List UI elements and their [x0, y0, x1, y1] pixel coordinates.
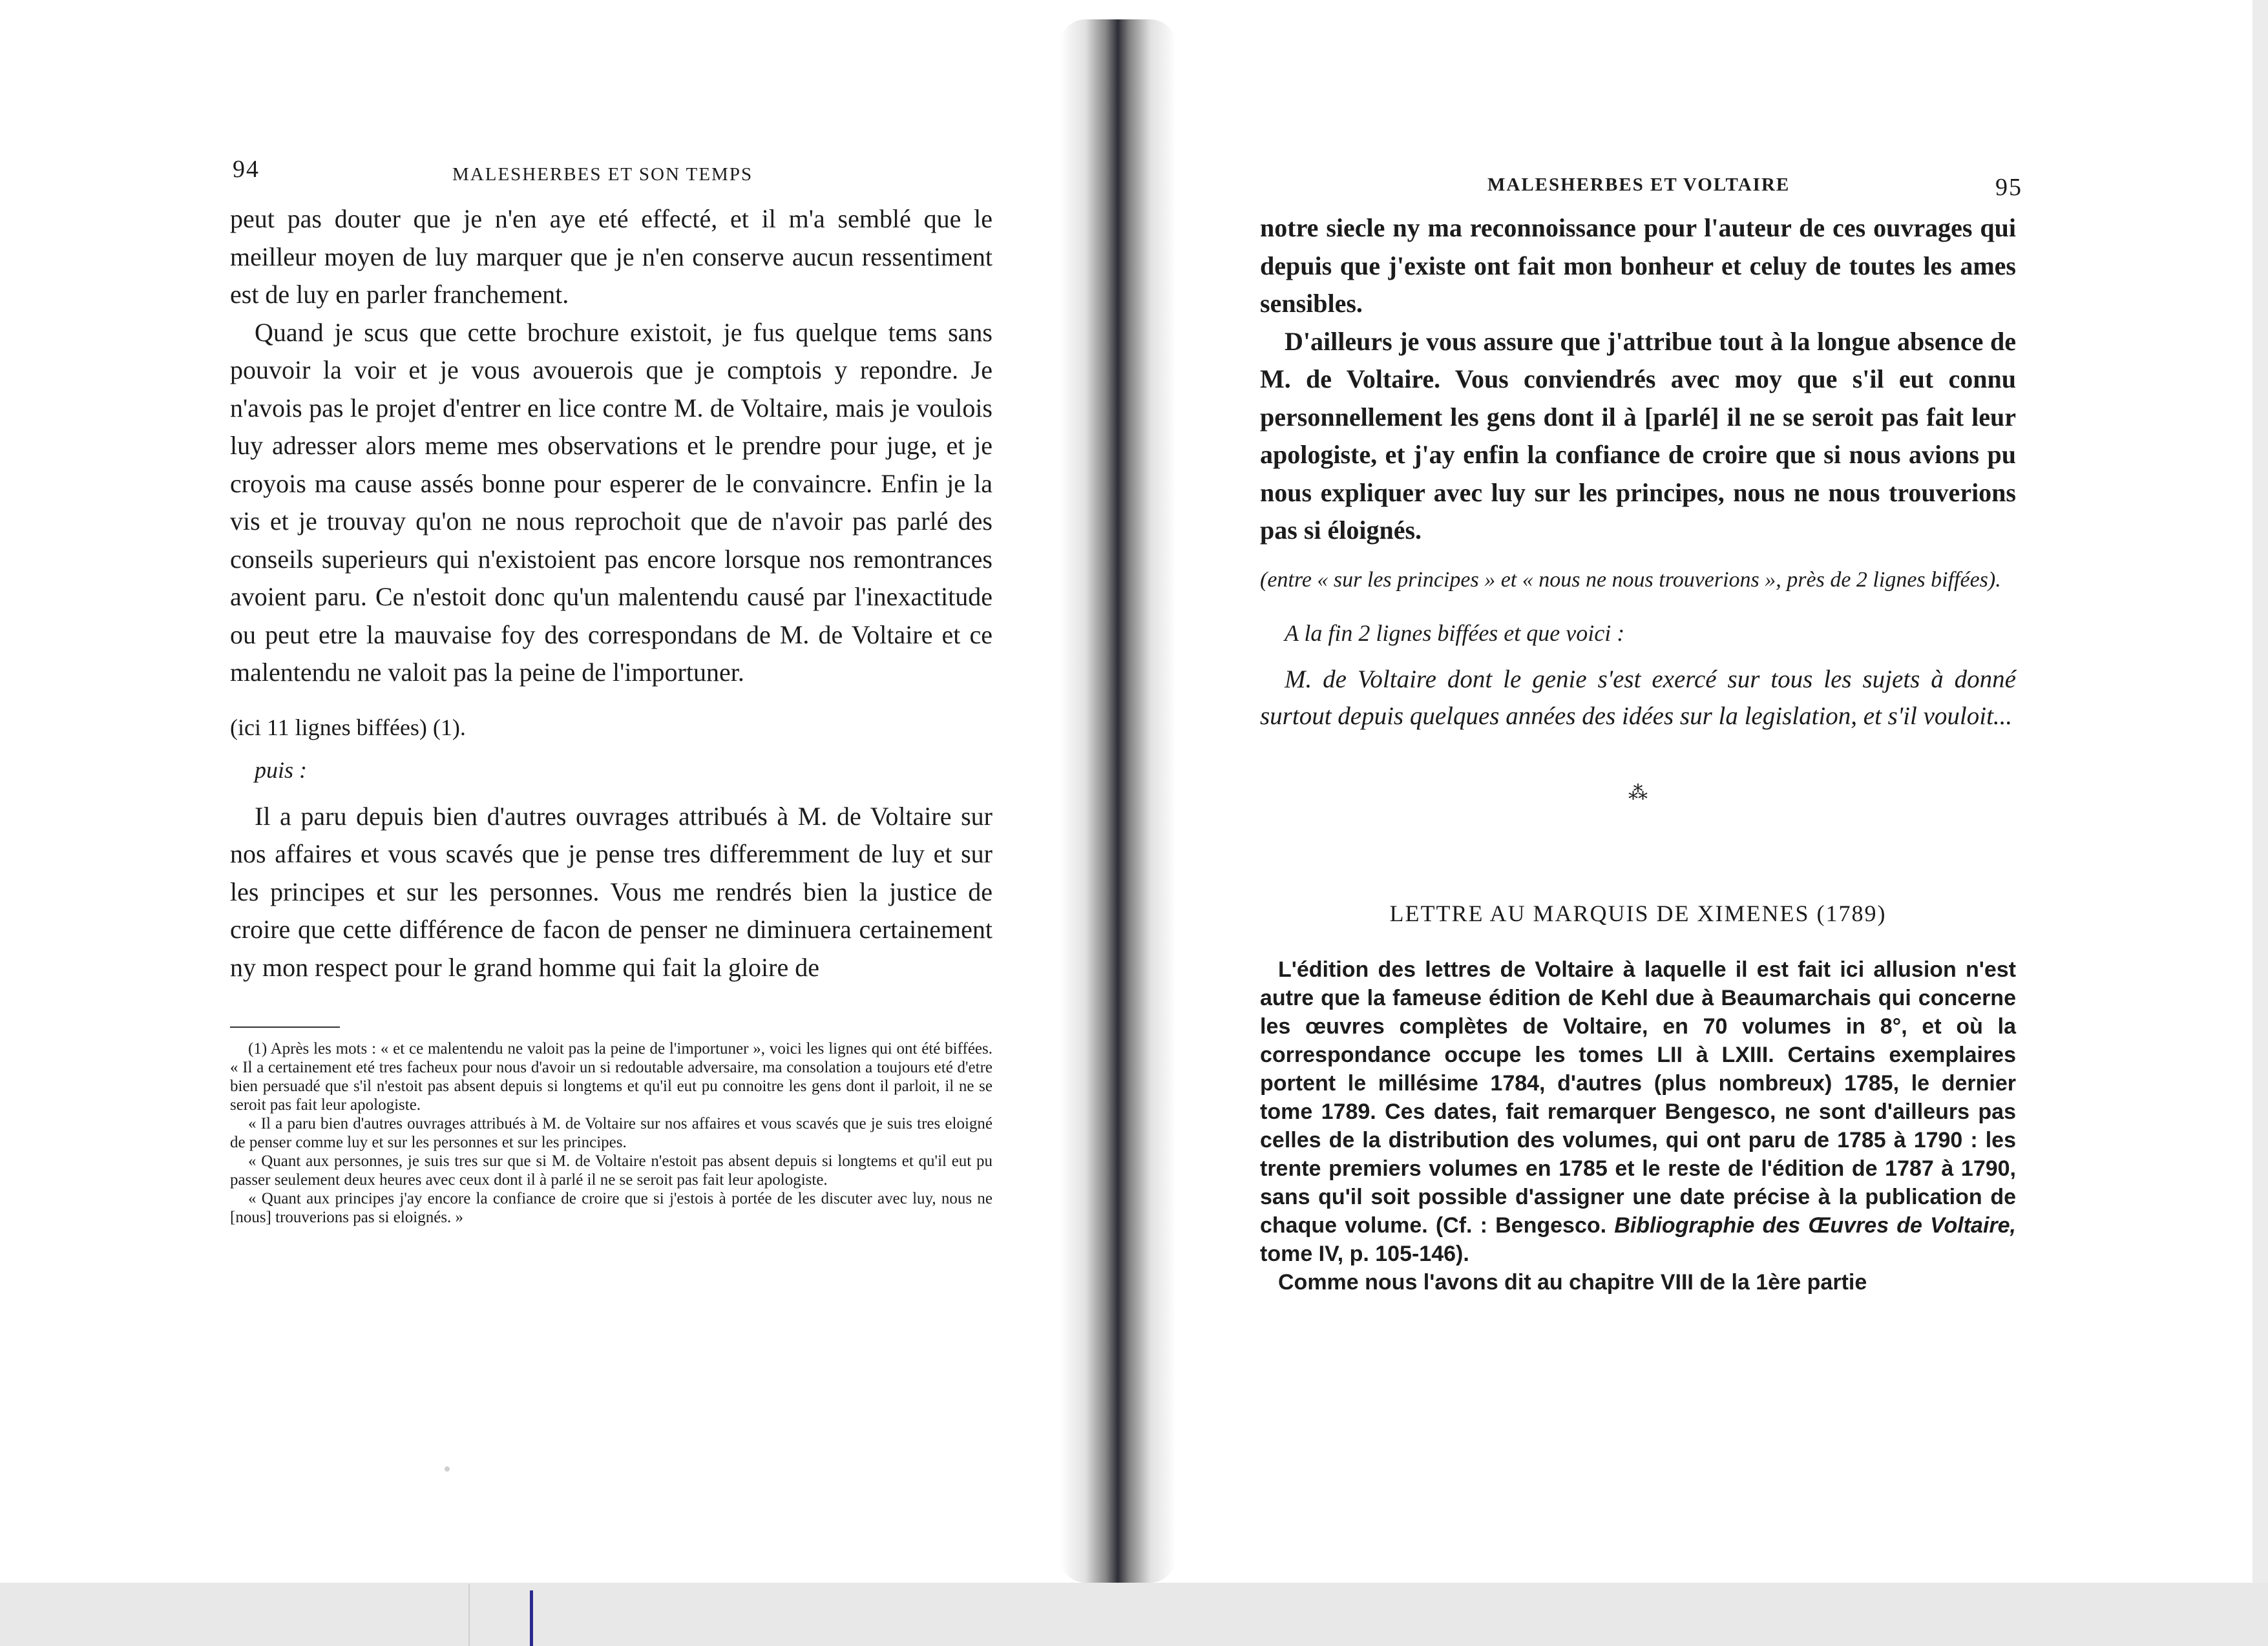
section-paragraph-1: [1260, 955, 2016, 1268]
right-body-text: [1260, 209, 2016, 550]
struck-lines-note: (ici 11 lignes biffées) (1).: [230, 714, 466, 740]
section-paragraph-1-text: L'édition des lettres de Voltaire à laquelle il est fait ici allusion n'est autre que la fameuse édition de Kehl due à Beaumarchais qui concerne les œuvres complètes de Voltaire, en 70 volumes in 8°, et où la correspondance occupe les tomes LII à LXIII. Certains exemplaires portent le millésime 1784, d'autres (plus nombreux) 1785, le dernier tome 1789. Ces dates, fait remarquer Bengesco, ne sont d'ailleurs pas celles de la distribution des volumes, qui ont paru de 1785 à 1790 : les trente premiers volumes en 1785 et le reste de l'édition de 1787 à 1790, sans qu'il soit possible d'assigner une date précise à la publication de chaque volume. (Cf. : Bengesco.: [1260, 957, 2016, 1238]
left-body-text-continued: [230, 798, 992, 987]
footnote-2: « Il a paru bien d'autres ouvrages attribués à M. de Voltaire sur nos affaires et vous scavés que je suis tres eloigné de penser comme luy et sur les personnes et sur les principes.: [230, 1115, 992, 1151]
footnotes: [230, 1039, 992, 1227]
section-body: [1260, 955, 2016, 1297]
footnote-1: (1) Après les mots : « et ce malentendu ne valoit pas la peine de l'importuner », voici les lignes qui ont été biffées. « Il a certainement eté tres facheux pour nous d'avoir un si redoutable adversaire, ma consolation a toujours eté d'etre bien persuadé que s'il n'estoit pas absent depuis si longtems et qu'il eut pu connoitre les gens dont il parloit, il ne se seroit pas fait leur apologiste.: [230, 1040, 992, 1114]
left-paragraph-3: Il a paru depuis bien d'autres ouvrages attribués à M. de Voltaire sur nos affaires et vous scavés que je pense tres differemment de luy et sur les principes et sur les personnes. Vous me rendrés bien la justice de croire que cette différence de facon de penser ne diminuera certainement ny mon respect pour le grand homme qui fait la gloire de: [230, 801, 992, 982]
left-running-head-title: MALESHERBES ET SON TEMPS: [452, 164, 753, 185]
bookmark-ribbon: [530, 1590, 533, 1646]
right-paragraph-1: notre siecle ny ma reconnoissance pour l'auteur de ces ouvrages qui depuis que j'existe ont fait mon bonheur et celuy de toutes les ames sensibles.: [1260, 213, 2016, 318]
left-paragraph-2: Quand je scus que cette brochure existoit, je fus quelque tems sans pouvoir la voir et je vous avouerois que je comptois y repondre. Je n'avois pas le projet d'entrer en lice contre M. de Voltaire, mais je voulois luy adresser alors meme mes observations et le prendre pour juge, et je croyois ma cause assés bonne pour esperer de le convaincre. Enfin je la vis et je trouvay qu'on ne nous reprochoit que de n'avoir pas parlé des conseils superieurs qui n'existoient pas encore lorsque nos remontrances avoient paru. Ce n'estoit donc qu'un malentendu causé par l'inexactitude ou peut etre la mauvaise foy des correspondans de M. de Voltaire et ce malentendu ne valoit pas la peine de l'importuner.: [230, 317, 992, 687]
left-page: [230, 155, 992, 1227]
editor-note: (entre « sur les principes » et « nous ne nous trouverions », près de 2 lignes biffées).: [1260, 567, 2001, 592]
left-page-number: 94: [233, 156, 260, 183]
scanner-background: [0, 1583, 2268, 1646]
right-running-header: [1260, 155, 2022, 201]
left-body-text: [230, 200, 992, 692]
right-paragraph-2: D'ailleurs je vous assure que j'attribue tout à la longue absence de M. de Voltaire. Vous conviendrés avec moy que s'il eut connu personnellement les gens dont il à [parlé] il ne se seroit pas fait leur apologiste, et j'ay enfin la confiance de croire que si nous avions pu nous expliquer avec luy sur les principes, nous ne nous trouverions pas si éloignés.: [1260, 326, 2016, 545]
struck-quoted-passage: M. de Voltaire dont le genie s'est exercé sur tous les sujets à donné surtout depuis quelques années des idées sur la legislation, et s'il vouloit...: [1260, 665, 2016, 730]
page-edge-mark: [468, 1584, 470, 1646]
footnote-divider: [230, 1026, 340, 1028]
bibliography-title: Bibliographie des Œuvres de Voltaire,: [1614, 1213, 2016, 1238]
right-page: [1260, 155, 2022, 1297]
section-title: LETTRE AU MARQUIS DE XIMENES (1789): [1389, 900, 1887, 926]
footnote-3: « Quant aux personnes, je suis tres sur que si M. de Voltaire n'estoit pas absent depuis si longtems et qu'il eut pu passer seulement deux heures avec ceux dont il à parlé il ne se seroit pas fait leur apologiste.: [230, 1152, 992, 1189]
asterism-ornament: ⁂: [1628, 781, 1648, 804]
right-running-head-title: MALESHERBES ET VOLTAIRE: [1487, 174, 1790, 195]
puis-label: puis :: [255, 756, 307, 783]
editor-note-end: A la fin 2 lignes biffées et que voici :: [1285, 620, 1625, 646]
right-page-number: 95: [1995, 174, 2022, 201]
left-running-header: [230, 155, 992, 200]
book-gutter-shadow: [1060, 19, 1176, 1583]
ink-speck: [445, 1466, 450, 1472]
footnote-4: « Quant aux principes j'ay encore la confiance de croire que si j'estois à portée de les discuter avec luy, nous ne [nous] trouverions pas si eloignés. »: [230, 1190, 992, 1226]
left-paragraph-1: peut pas douter que je n'en aye eté effecté, et il m'a semblé que le meilleur moyen de luy marquer que je n'en conserve aucun ressentiment est de luy en parler franchement.: [230, 204, 992, 309]
section-paragraph-1-end: tome IV, p. 105-146).: [1260, 1241, 1469, 1266]
section-paragraph-2: Comme nous l'avons dit au chapitre VIII de la 1ère partie: [1278, 1269, 1867, 1295]
